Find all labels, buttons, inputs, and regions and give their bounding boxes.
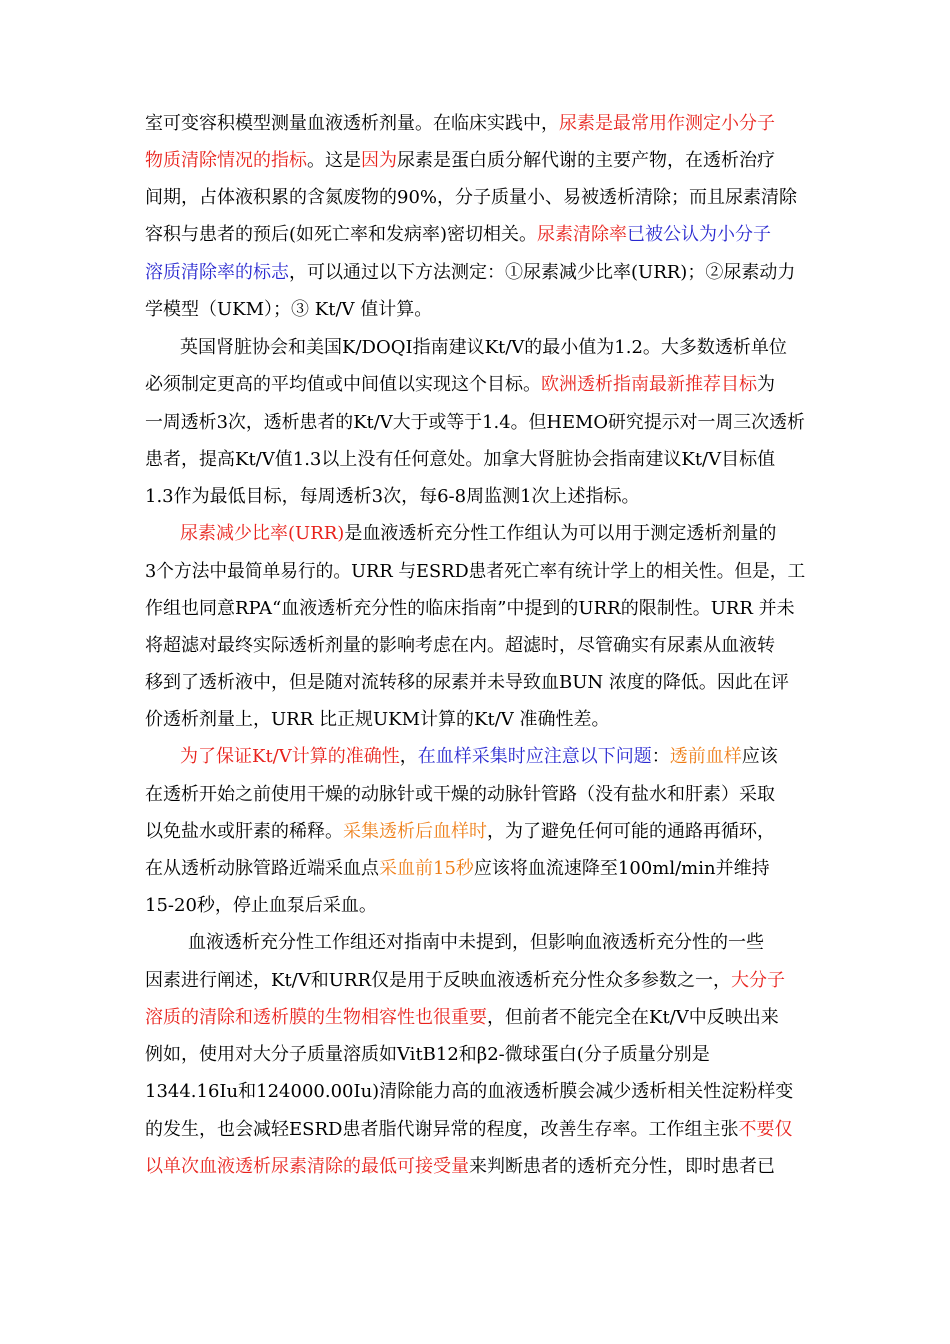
text-segment: 学模型（UKM）；③ Kt/V 值计算。	[145, 299, 433, 320]
text-segment: 溶质的清除和透析膜的生物相容性也很重要	[145, 1007, 487, 1028]
text-segment: 尿素减少比率(URR)	[180, 523, 345, 544]
text-segment: 必须制定更高的平均值或中间值以实现这个目标。	[145, 374, 541, 395]
text-line	[145, 485, 640, 509]
text-segment: 采血前15秒	[379, 858, 474, 879]
text-segment: 因素进行阐述，Kt/V和URR仅是用于反映血液透析充分性众多参数之一，	[145, 970, 732, 991]
text-segment: 价透析剂量上，URR 比正规UKM计算的Kt/V 准确性差。	[145, 709, 610, 730]
text-segment: 将超滤对最终实际透析剂量的影响考虑在内。超滤时，尽管确实有尿素从血液转	[145, 635, 775, 656]
text-segment: 血液透析充分性工作组还对指南中未提到，但影响血液透析充分性的一些	[188, 932, 764, 953]
text-segment: 不要仅	[738, 1119, 793, 1140]
text-segment: 作组也同意RPA“血液透析充分性的临床指南”中提到的URR的限制性。URR 并未	[145, 598, 795, 619]
text-line	[145, 783, 775, 807]
text-segment: 欧洲透析指南最新推荐目标	[541, 374, 757, 395]
text-segment: 1344.16Iu和124000.00Iu)清除能力高的血液透析膜会减少透析相关性淀粉样变	[145, 1081, 794, 1102]
text-line	[145, 560, 805, 584]
text-line	[145, 969, 785, 993]
text-segment: 移到了透析液中，但是随对流转移的尿素并未导致血BUN 浓度的降低。因此在评	[145, 672, 789, 693]
text-line	[180, 522, 776, 546]
text-segment: 3个方法中最简单易行的。URR 与ESRD患者死亡率有统计学上的相关性。但是，工	[145, 561, 806, 582]
text-segment: 为	[757, 374, 775, 395]
text-segment: 来判断患者的透析充分性，即时患者已	[469, 1156, 775, 1177]
text-segment: 在透析开始之前使用干燥的动脉针或干燥的动脉针管路（没有盐水和肝素）采取	[145, 784, 775, 805]
text-line	[145, 671, 789, 695]
text-segment: ：	[651, 746, 670, 767]
text-segment: 以单次血液透析尿素清除的最低可接受量	[145, 1156, 469, 1177]
text-line	[188, 931, 764, 955]
text-segment: 1.3作为最低目标，每周透析3次，每6-8周监测1次上述指标。	[145, 486, 640, 507]
text-line	[145, 112, 775, 136]
text-segment: 大分子	[731, 970, 786, 991]
text-segment: 的发生，也会减轻ESRD患者脂代谢异常的程度，改善生存率。工作组主张	[145, 1119, 739, 1140]
text-segment: 尿素是最常用作测定小分子	[559, 113, 775, 134]
text-segment: 室可变容积模型测量血液透析剂量。在临床实践中，	[145, 113, 559, 134]
text-line	[145, 261, 795, 285]
text-line	[145, 1006, 779, 1030]
text-segment: 已被公认为小分子	[627, 224, 772, 245]
text-line	[145, 1118, 792, 1142]
text-segment: 尿素清除率	[537, 224, 628, 245]
text-segment: 患者，提高Kt/V值1.3以上没有任何意处。加拿大肾脏协会指南建议Kt/V目标值	[145, 449, 776, 470]
text-segment: ，可以通过以下方法测定：①尿素减少比率(URR)；②尿素动力	[289, 262, 796, 283]
text-line	[145, 634, 775, 658]
text-line	[145, 411, 805, 435]
text-segment: 一周透析3次，透析患者的Kt/V大于或等于1.4。但HEMO研究提示对一周三次透析	[145, 412, 805, 433]
text-line	[145, 298, 432, 322]
text-segment: 例如，使用对大分子质量溶质如VitB12和β2-微球蛋白(分子质量分别是	[145, 1044, 710, 1065]
text-segment: 间期，占体液积累的含氮废物的90%，分子质量小、易被透析清除；而且尿素清除	[145, 187, 798, 208]
text-line	[180, 336, 787, 360]
text-segment: 容积与患者的预后(如死亡率和发病率)密切相关。	[145, 224, 538, 245]
text-segment: 采集透析后血样时	[343, 821, 487, 842]
text-segment: 应该	[741, 746, 778, 767]
text-segment: 为了保证Kt/V计算的准确性	[180, 746, 400, 767]
text-line	[145, 857, 770, 881]
text-line	[145, 820, 775, 844]
text-line	[145, 186, 797, 210]
text-segment: ，为了避免任何可能的通路再循环，	[487, 821, 775, 842]
text-segment: 物质清除情况的指标	[145, 150, 307, 171]
text-line	[145, 1043, 710, 1067]
text-segment: 15-20秒，停止血泵后采血。	[145, 895, 377, 916]
text-segment: 因为	[361, 150, 397, 171]
text-segment: 在血样采集时应注意以下问题	[417, 746, 652, 767]
text-line	[145, 1080, 793, 1104]
text-segment: 是血液透析充分性工作组认为可以用于测定透析剂量的	[344, 523, 777, 544]
text-line	[145, 149, 775, 173]
text-line	[145, 1155, 775, 1179]
text-segment: 尿素是蛋白质分解代谢的主要产物，在透析治疗	[397, 150, 775, 171]
text-segment: 英国肾脏协会和美国K/DOQI指南建议Kt/V的最小值为1.2。大多数透析单位	[180, 337, 787, 358]
text-segment: 应该将血流速降至100ml/min并维持	[473, 858, 770, 879]
text-segment: 在从透析动脉管路近端采血点	[145, 858, 379, 879]
text-segment: 以免盐水或肝素的稀释。	[145, 821, 343, 842]
text-line	[180, 745, 778, 769]
text-segment: ，但前者不能完全在Kt/V中反映出来	[487, 1007, 779, 1028]
text-line	[145, 597, 795, 621]
text-segment: 。这是	[307, 150, 361, 171]
text-segment: ，	[399, 746, 418, 767]
text-line	[145, 223, 771, 247]
text-line	[145, 448, 775, 472]
text-line	[145, 708, 610, 732]
text-segment: 溶质清除率的标志	[145, 262, 289, 283]
text-segment: 透前血样	[669, 746, 742, 767]
text-line	[145, 894, 377, 918]
text-line	[145, 373, 775, 397]
